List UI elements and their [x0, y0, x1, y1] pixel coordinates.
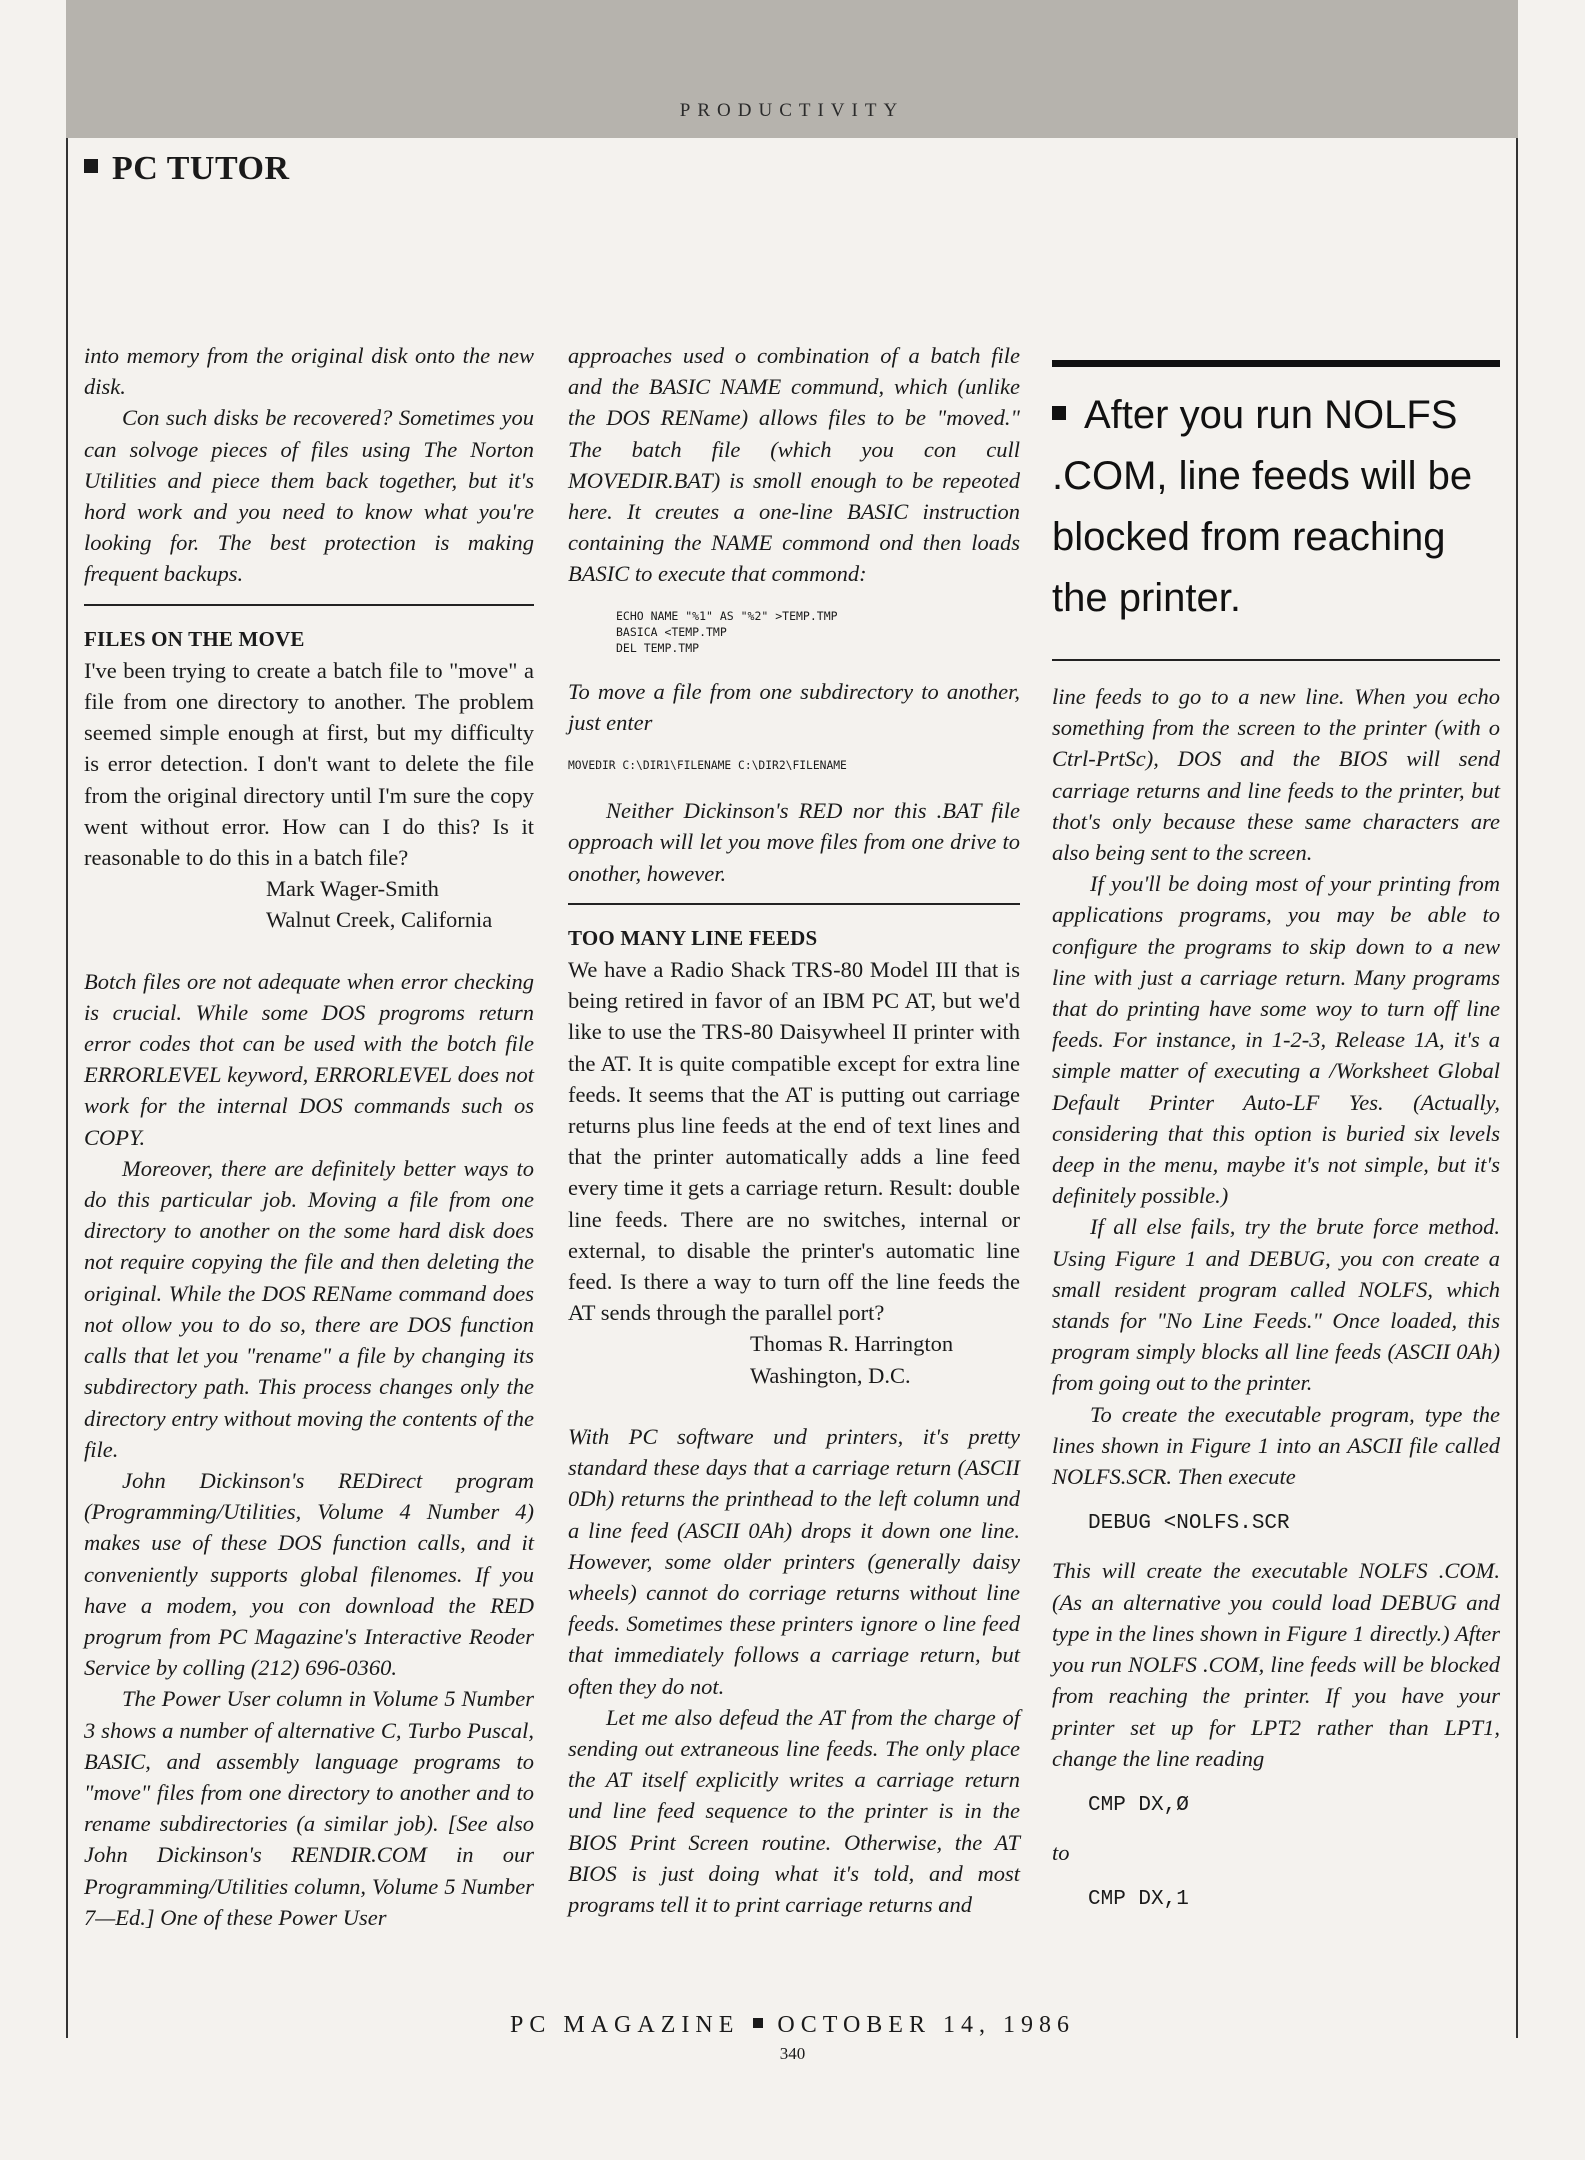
signature-place: Washington, D.C.	[750, 1362, 911, 1388]
paragraph: Moreover, there are definitely better ways to do this particular job. Moving a file from one directory to another on the some hard disk does not require copying the file and then deleting the original. While the DOS REName command does not ollow you to do so, there are DOS function calls that let you "rename" a file by changing its subdirectory path. This process changes only the directory entry without moving the contents of the file.	[84, 1155, 534, 1462]
paragraph: approaches used o combination of a batch file and the BASIC NAME commund, which (unlike the DOS REName) allows files to be "moved." The batch file (which you con cull MOVEDIR.BAT) is smoll enough to be repeoted here. It creutes a one-line BASIC instruction containing the NAME commond ond then loads BASIC to execute that commond:	[568, 343, 1020, 587]
code-line: CMP DX,1	[1088, 1888, 1189, 1912]
bullet-square-icon	[1052, 406, 1066, 420]
column-2	[568, 340, 1020, 1920]
paragraph: Con such disks be recovered? Sometimes you can solvoge pieces of files using The Norton Utilities and piece them back together, but it's hord work and you need to know what you're looking for. The best protection is making frequent backups.	[84, 405, 534, 587]
divider	[568, 903, 1020, 905]
paragraph: With PC software und printers, it's pretty standard these days that a carriage return (ASCII 0Dh) returns the printhead to the left column und a line feed (ASCII 0Ah) drops it down one line. However, some older printers (generally daisy wheels) cannot do corriage returns without line feeds. Sometimes these printers ignore o line feed that immediately follows a carriage return, but often they do not.	[568, 1423, 1020, 1699]
column-1	[84, 340, 534, 1933]
code-line: DEBUG <NOLFS.SCR	[1088, 1512, 1290, 1536]
frame-rule-left	[66, 138, 68, 2038]
letter-text: We have a Radio Shack TRS-80 Model III that is being retired in favor of an IBM PC AT, but we'd like to use the TRS-80 Daisywheel II printer with the AT. It is quite compatible except for extra line feeds. It seems that the AT is putting out carriage returns plus line feeds at the end of text lines and that the printer automatically adds a line feed every time it gets a carriage return. Result: double line feeds. There are no switches, internal or external, to disable the printer's automatic line feed. Is there a way to turn off the line feeds the AT sends through the parallel port?	[568, 957, 1020, 1326]
subheading: FILES ON THE MOVE	[84, 626, 305, 651]
issue-date: OCTOBER 14, 1986	[777, 2012, 1075, 2038]
paragraph: This will create the executable NOLFS .COM. (As an alternative you could load DEBUG and type in the lines shown in Figure 1 directly.) After you run NOLFS .COM, line feeds will be blocked from reaching the printer. If you have your printer set up for LPT2 rather than LPT1, change the line reading	[1052, 1558, 1500, 1771]
frame-rule-right	[1516, 138, 1518, 2038]
paragraph: If all else fails, try the brute force method. Using Figure 1 and DEBUG, you con create a small resident program called NOLFS, which stands for "No Line Feeds." Once loaded, this program simply blocks all line feeds (ASCII 0Ah) from going out to the printer.	[1052, 1214, 1500, 1396]
paragraph: Neither Dickinson's RED nor this .BAT file opproach will let you move files from one drive to onother, however.	[568, 798, 1020, 886]
signature-name: Mark Wager-Smith	[266, 876, 439, 902]
paragraph: into memory from the original disk onto the new disk.	[84, 343, 534, 400]
kicker: PRODUCTIVITY	[679, 100, 905, 121]
paragraph: To move a file from one subdirectory to another, just enter	[568, 678, 1020, 735]
page-number: 340	[779, 2044, 806, 2063]
divider	[84, 604, 534, 606]
signature-name: Thomas R. Harrington	[750, 1331, 954, 1357]
bullet-square-icon	[84, 159, 98, 173]
paragraph: to	[1052, 1840, 1070, 1866]
footer	[0, 2012, 1585, 2039]
pullquote-text: After you run NOLFS .COM, line feeds will be blocked from reaching the printer.	[1052, 393, 1473, 620]
column-3	[1052, 340, 1500, 1932]
subheading: TOO MANY LINE FEEDS	[568, 925, 818, 950]
code-block: ECHO NAME "%1" AS "%2" >TEMP.TMP BASICA <TEMP.TMP DEL TEMP.TMP	[616, 608, 838, 655]
bullet-square-icon	[753, 2018, 763, 2028]
paragraph: Let me also defeud the AT from the charge of sending out extraneous line feeds. The only place the AT itself explicitly writes a carriage return und line feed sequence to the printer is in the BIOS Print Screen routine. Otherwise, the AT BIOS is just doing what it's told, and most programs tell it to print carriage returns and	[568, 1704, 1020, 1917]
section-title	[84, 150, 290, 188]
letter-text: I've been trying to create a batch file to "move" a file from one directory to another. The problem seemed simple enough at first, but my difficulty is error detection. I don't want to delete the file from the original directory until I'm sure the copy went without error. How can I do this? Is it reasonable to do this in a batch file?	[84, 657, 534, 871]
signature-place: Walnut Creek, California	[266, 907, 493, 933]
paragraph: If you'll be doing most of your printing from applications programs, you may be able to configure the programs to skip down to a new line with just a carriage return. Many programs that do printing have some woy to turn off line feeds. For instance, in 1-2-3, Release 1A, it's a simple matter of executing a /Worksheet Global Default Printer Auto-LF Yes. (Actually, considering that this option is buried six levels deep in the menu, maybe it's not simple, but it's definitely possible.)	[1052, 871, 1500, 1209]
header-band	[66, 0, 1518, 138]
paragraph: line feeds to go to a new line. When you echo something from the screen to the printer (with o Ctrl-PrtSc), DOS and the BIOS will send carriage returns and line feeds to the printer, but thot's only because these same characters are also being sent to the screen.	[1052, 684, 1500, 866]
pullquote	[1052, 385, 1500, 629]
magazine-name: PC MAGAZINE	[510, 2012, 740, 2038]
paragraph: Botch files ore not adequate when error checking is crucial. While some DOS progroms return error codes thot can be used with the botch file ERRORLEVEL keyword, ERRORLEVEL does not work for the internal DOS commands such os COPY.	[84, 968, 534, 1150]
paragraph: To create the executable program, type the lines shown in Figure 1 into an ASCII file called NOLFS.SCR. Then execute	[1052, 1401, 1500, 1490]
code-line: CMP DX,Ø	[1088, 1793, 1189, 1817]
section-label: PC TUTOR	[112, 150, 290, 187]
pullquote-rule	[1052, 659, 1500, 661]
code-line: MOVEDIR C:\DIR1\FILENAME C:\DIR2\FILENAME	[568, 759, 847, 773]
paragraph: The Power User column in Volume 5 Number 3 shows a number of alternative C, Turbo Puscal, BASIC, and assembly language programs to "move" files from one directory to another and to rename subdirectories (a similar job). [See also John Dickinson's RENDIR.COM in our Programming/Utilities column, Volume 5 Number 7—Ed.] One of these Power User	[84, 1686, 534, 1930]
pullquote-rule	[1052, 360, 1500, 367]
paragraph: John Dickinson's REDirect program (Programming/Utilities, Volume 4 Number 4) makes use of these DOS function calls, and it conveniently supports global filenomes. If you have a modem, you con download the RED progrum from PC Magazine's Interactive Reoder Service by colling (212) 696-0360.	[84, 1467, 534, 1681]
